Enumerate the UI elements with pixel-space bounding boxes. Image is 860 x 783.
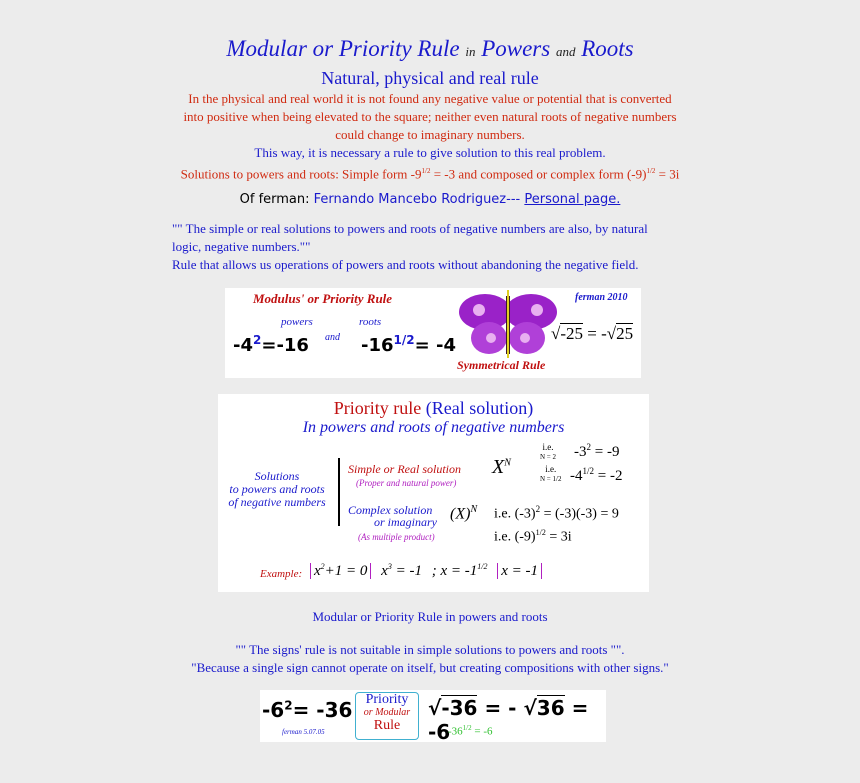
solutions-label: Solutions to powers and roots of negative numbers [228, 469, 326, 509]
page-subtitle: Natural, physical and real rule [321, 68, 539, 88]
complex-eq-1: i.e. $(-3)^2 = (-3)(-3) = 9$ [494, 504, 619, 522]
priority-rule-box: Priority or Modular Rule [355, 692, 419, 740]
author-line: Of ferman: Fernando Mancebo Rodriguez--- Personal page. [239, 192, 621, 207]
priority-title: Priority rule (Real solution) [333, 398, 534, 418]
author-name: Fernando Mancebo Rodriguez [313, 192, 507, 207]
symmetric-root: √-25 = -√25 [551, 324, 634, 343]
intro-text: In the physical and real world it is not found any negative value or potential that is converted into positive when being elevated to the square; neither even natural roots of negative numbers could change to imaginary numbers. This way, it is necessary a rule to give solution to this real problem. Solutions to powers and roots: Simple form $-9^{1/2} = -3$ and composed or complex form $(-9)^{1/2} = 3i$ [0, 90, 860, 183]
green-formula: $-36^{1/2} = -6$ [448, 724, 493, 738]
square-formula: $-6^2= -36$ [262, 698, 353, 722]
butterfly-icon [457, 290, 559, 358]
example-equations: $x^2+1 = 0$ $x^3 = -1$ ; $x = -1^{1/2}$ x = -1 [310, 562, 542, 580]
bracket-divider [338, 458, 340, 526]
personal-page-link[interactable]: Personal page. [524, 192, 621, 207]
modulus-heading: Modulus' or Priority Rule [253, 291, 393, 306]
root-36-formula: √-36 = - √36 = -6 [428, 696, 589, 744]
priority-rule-image: Priority rule (Real solution) In powers and roots of negative numbers Solutions to powers and roots of negative numbers Simple or Real solution (Proper and natural power) Complex solution or imaginary (As multiple product) $X^N$ i.e. N = 2 i.e. N = 1/2 $-3^2 = -9$ $-4^{1/2} = -2$ $(X)^N$ i.e. $(-3)^2 = (-3)(-3) = 9$ i.e. $(-9)^{1/2} = 3i$ Example: $x^2+1 = 0$ $x^3 = -1$ ; $x = -1^{1/2}$ x = -1 [218, 394, 649, 592]
modulus-rule-image: Modulus' or Priority Rule powers roots and $-4^2=-16$ $-16^{1/2}= -4$ ferman 2010 √-25 = -√25 Symmetrical Rule [225, 288, 641, 378]
root-formula: $-16^{1/2}= -4$ [361, 333, 456, 356]
priority-modular-image: $-6^2= -36$ ferman 5.07.05 Priority or Modular Rule √-36 = - √36 = -6 $-36^{1/2} = -6$ [260, 690, 606, 742]
simple-eq-2: $-4^{1/2} = -2$ [570, 466, 623, 484]
page-title: Modular or Priority Rule in Powers and Roots [226, 36, 634, 61]
quote-text: "" The simple or real solutions to powers and roots of negative numbers are also, by natural logic, negative numbers."" Rule that allows us operations of powers and roots without abandoning the negative field. [172, 221, 648, 272]
complex-eq-2: i.e. $(-9)^{1/2} = 3i$ [494, 528, 572, 545]
symmetrical-caption: Symmetrical Rule [457, 358, 546, 372]
power-formula: $-4^2=-16$ [233, 333, 309, 356]
signs-text: "" The signs' rule is not suitable in simple solutions to powers and roots "". "Because a single sign cannot operate on itself, but creating compositions with other signs." [191, 642, 669, 675]
solutions-line: Solutions to powers and roots: Simple form $-9^{1/2} = -3$ and composed or complex form $(-9)^{1/2} = 3i$ [180, 166, 680, 182]
simple-eq-1: $-3^2 = -9$ [574, 442, 620, 460]
image-caption: Modular or Priority Rule in powers and roots [312, 609, 548, 624]
